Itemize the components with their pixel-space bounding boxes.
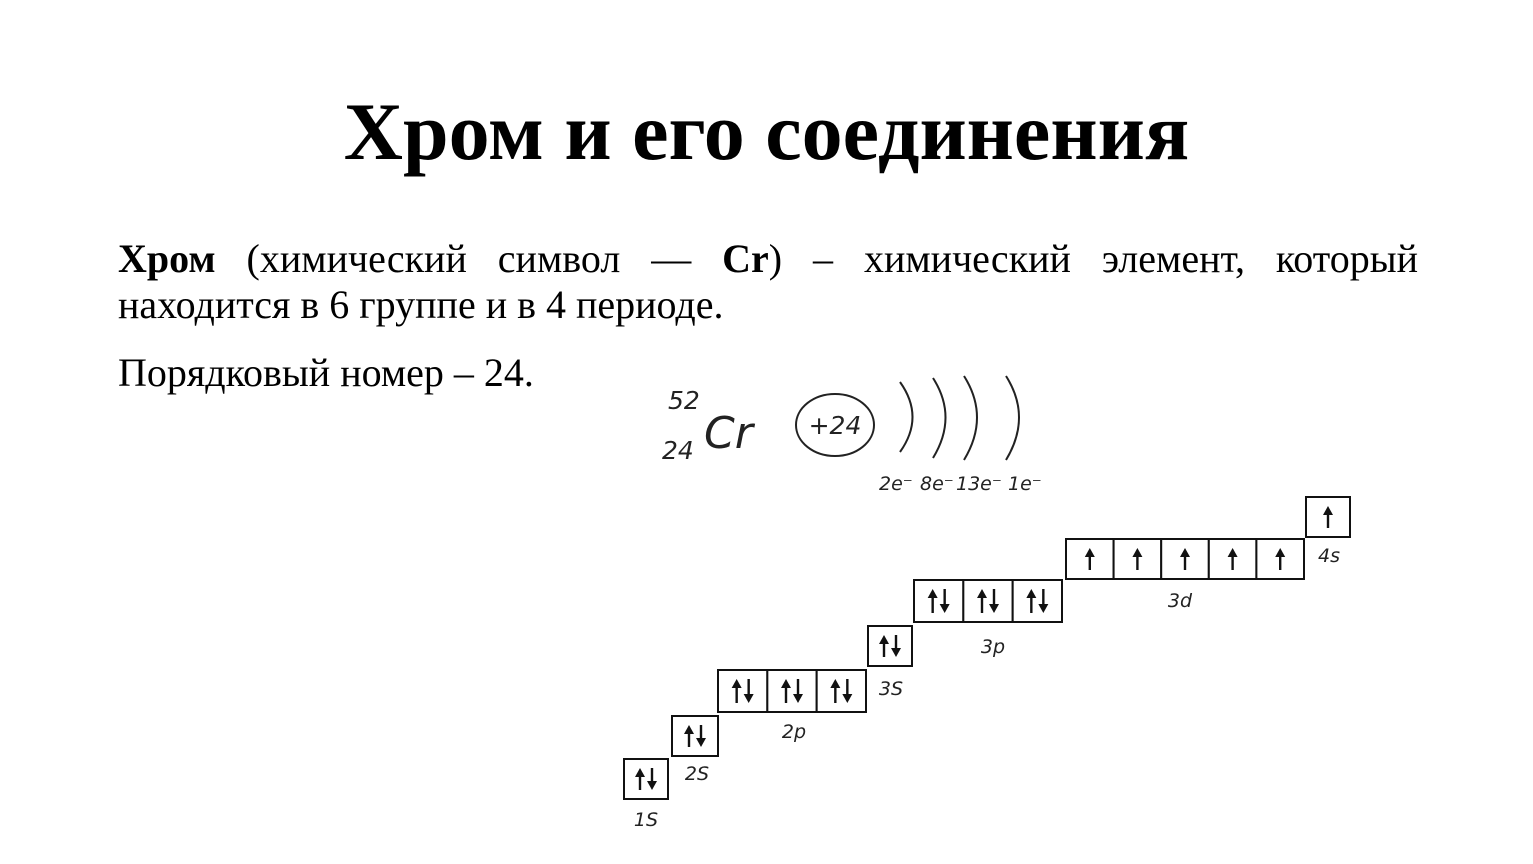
orbital-3d [1066, 539, 1304, 612]
slide-title: Хром и его соединения [343, 86, 1190, 177]
orbital-2s [672, 716, 718, 785]
orbital-label: 3S [878, 678, 904, 700]
shell-arc-2 [933, 378, 946, 458]
orbital-cell [624, 759, 668, 799]
orbital-label: 3p [980, 636, 1006, 658]
shell-arc-1 [900, 382, 913, 452]
orbital-cell [767, 670, 816, 712]
orbital-boxes [624, 497, 1350, 831]
atomic-number: 24 [662, 436, 694, 465]
element-name: Хром [118, 236, 216, 281]
shell-count-3: 13e⁻ [956, 473, 1002, 495]
ordinal-number-text: Порядковый номер – 24. [118, 350, 534, 395]
element-symbol-diagram: Cr [704, 408, 753, 459]
orbital-cell [817, 670, 866, 712]
orbital-cell [868, 626, 912, 666]
orbital-3p [914, 580, 1062, 658]
nucleus-charge: +24 [808, 411, 862, 440]
orbital-4s [1306, 497, 1350, 567]
intro-text-2: ) – химический элемент, который находится в 6 группе и в 4 периоде. [118, 236, 1418, 327]
intro-text-1: (химический символ — [215, 236, 723, 281]
orbital-1s [624, 759, 668, 831]
orbital-cell [1013, 580, 1062, 622]
shell-count-2: 8e⁻ [920, 473, 954, 495]
mass-number: 52 [668, 386, 700, 415]
shell-count-4: 1e⁻ [1008, 473, 1042, 495]
shell-count-1: 2e⁻ [879, 473, 913, 495]
element-symbol: Cr [722, 236, 769, 281]
shell-arc-4 [1006, 376, 1019, 460]
orbital-label: 1S [633, 809, 659, 831]
orbital-2p [718, 670, 866, 743]
orbital-label: 3d [1167, 590, 1193, 612]
orbital-label: 4s [1318, 545, 1340, 567]
orbital-cell [963, 580, 1012, 622]
orbital-cell [718, 670, 767, 712]
shell-arc-3 [964, 376, 977, 460]
orbital-label: 2p [781, 721, 807, 743]
orbital-label: 2S [684, 763, 710, 785]
orbital-3s [868, 626, 912, 700]
orbital-cell [672, 716, 718, 756]
orbital-cell [914, 580, 963, 622]
